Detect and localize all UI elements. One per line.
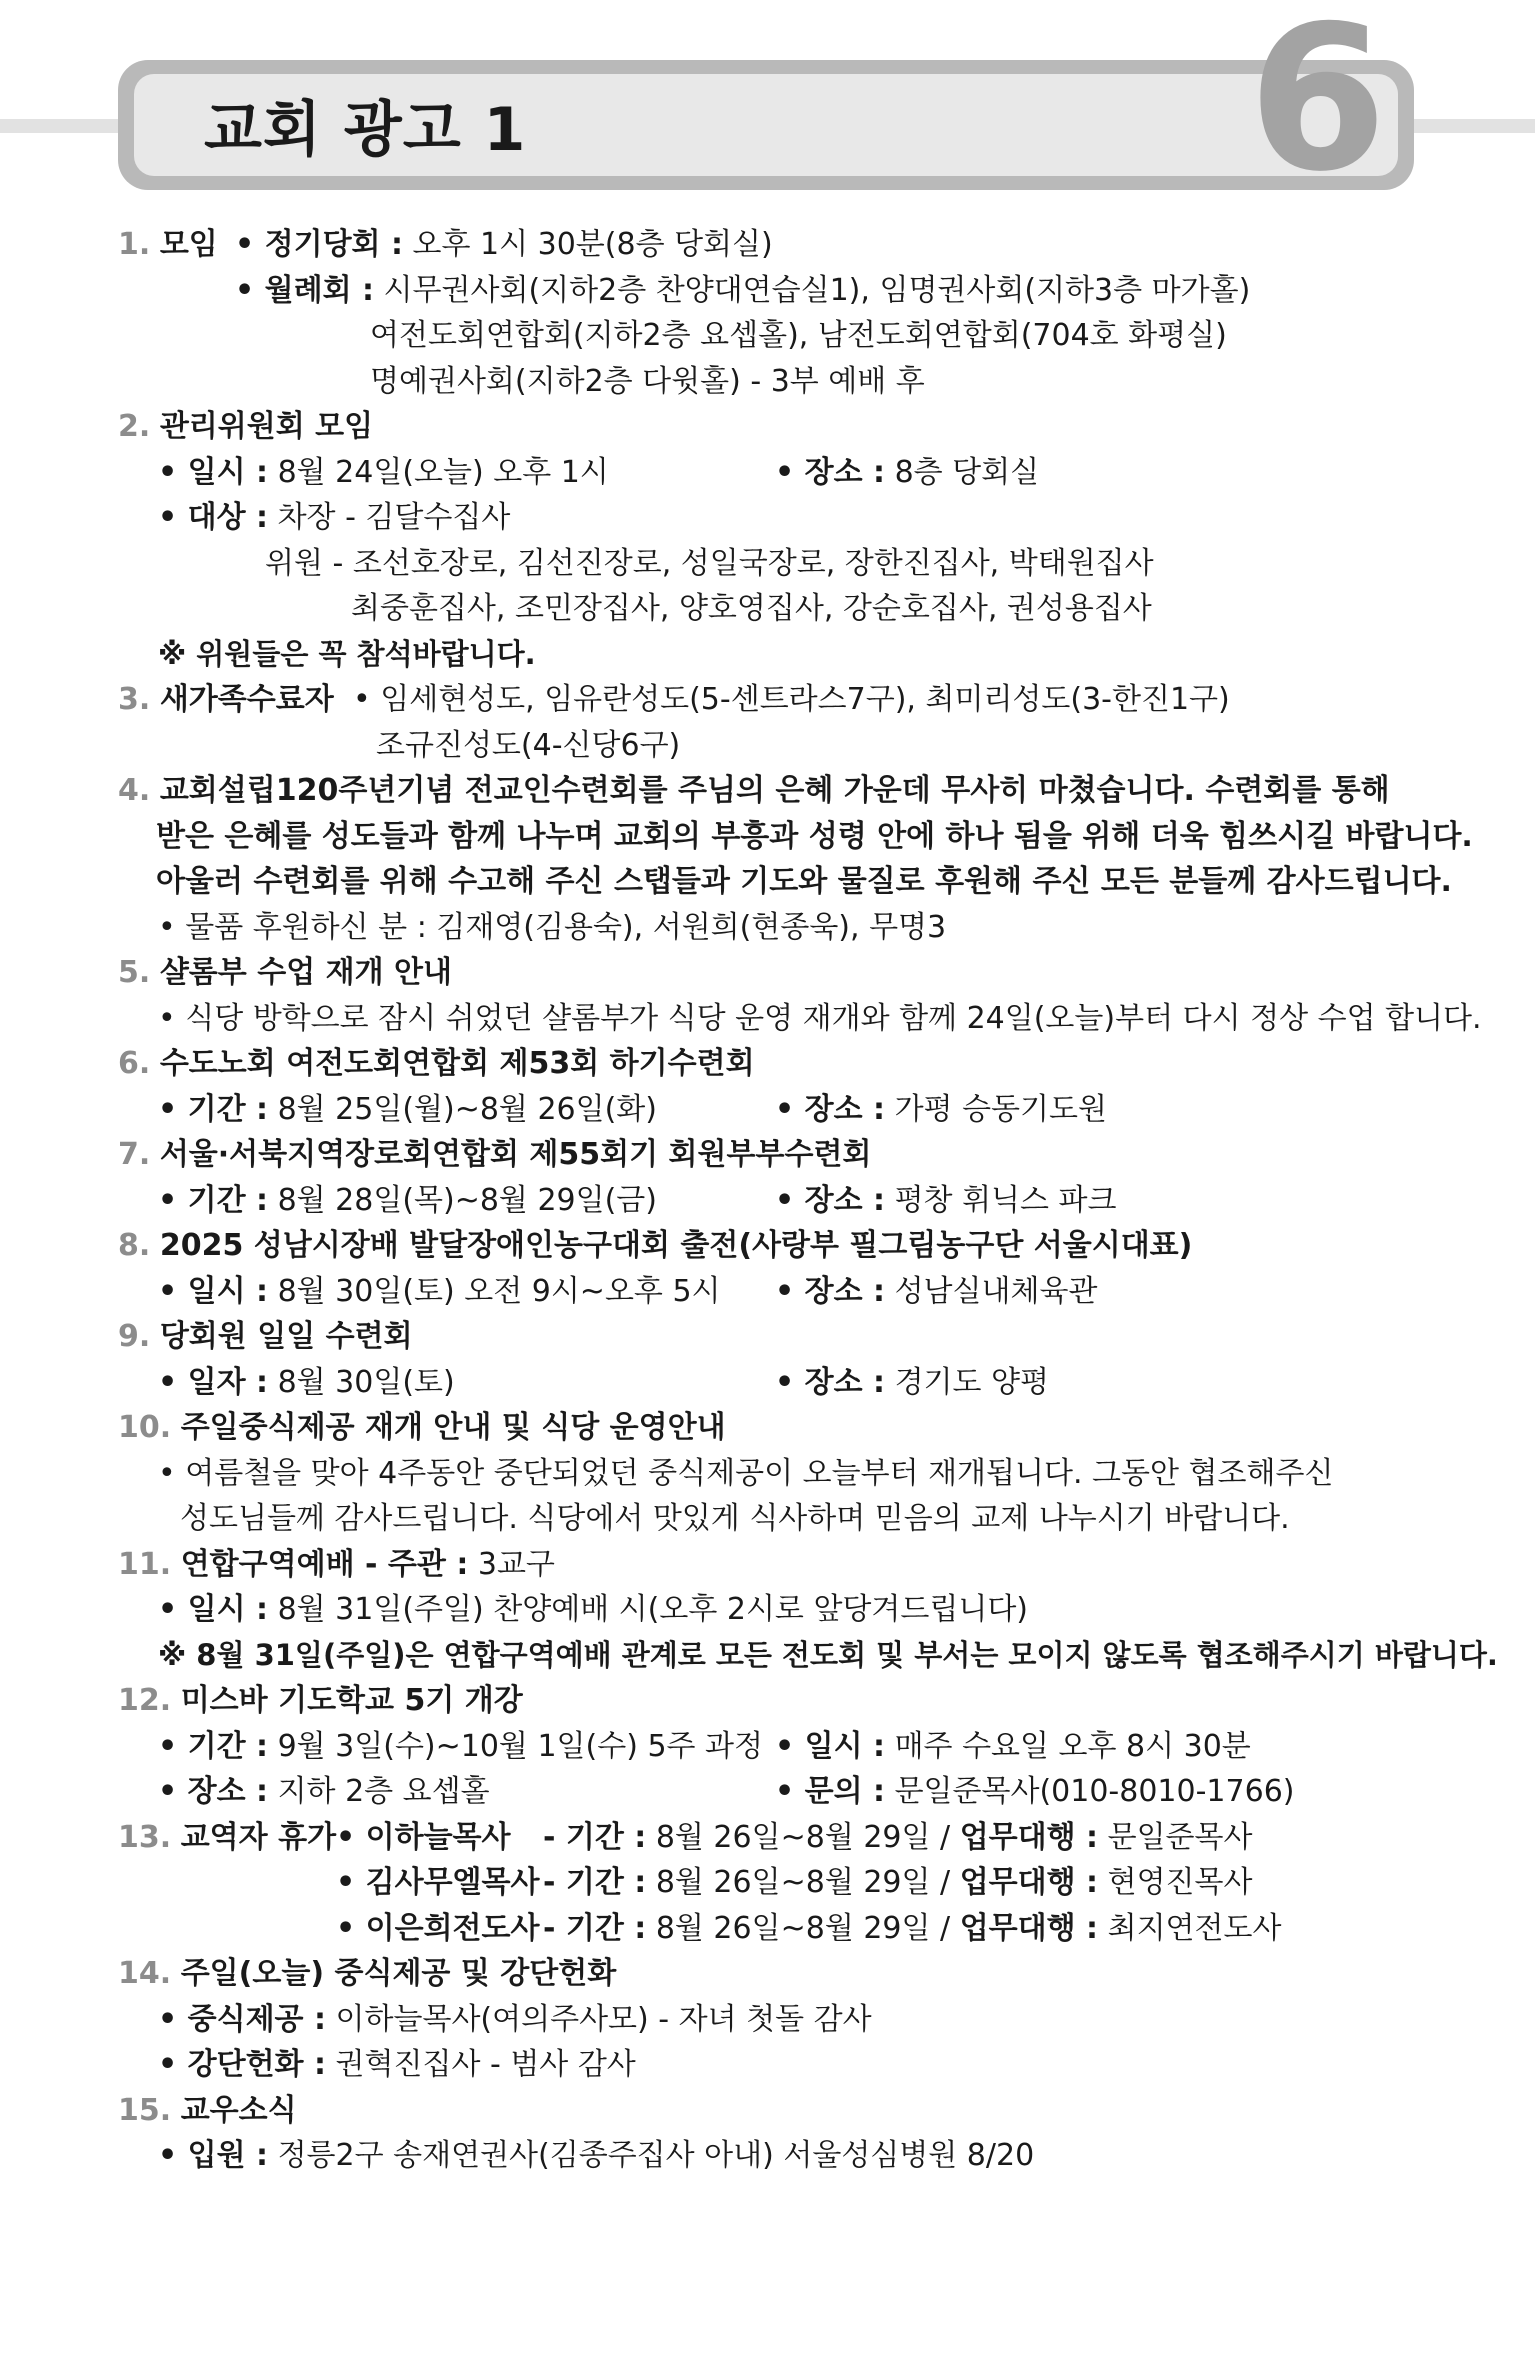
label: • 입원 : xyxy=(158,2138,269,2173)
item-6-details xyxy=(118,1087,1418,1133)
value: 권혁진집사 - 범사 감사 xyxy=(325,2047,636,2082)
item-11-heading xyxy=(118,1542,1418,1588)
item-8-details xyxy=(118,1269,1418,1315)
label: • 강단헌화 : xyxy=(158,2047,326,2082)
item-number: 8. xyxy=(118,1228,151,1263)
item-12-row2 xyxy=(118,1769,1418,1815)
value: 최지연전도사 xyxy=(1098,1910,1282,1946)
staff-name: • 이은희전도사 xyxy=(336,1910,540,1946)
item-11-note xyxy=(118,1633,1498,1679)
value: 지하 2층 요셉홀 xyxy=(268,1774,490,1809)
label: • 정기당회 : xyxy=(235,227,403,262)
item-number: 5. xyxy=(118,955,151,990)
value: 8층 당회실 xyxy=(885,454,1040,490)
item-number: 7. xyxy=(118,1137,151,1172)
item-4-line1 xyxy=(118,768,1418,814)
item-4-donors xyxy=(118,905,1418,951)
label: - 기간 : xyxy=(543,1865,647,1900)
label: • 장소 : xyxy=(775,1364,886,1400)
item-title: 주일중식제공 재개 안내 및 식당 운영안내 xyxy=(180,1410,726,1445)
item-number: 4. xyxy=(118,773,151,808)
value: 명예권사회(지하2층 다윗홀) - 3부 예배 후 xyxy=(370,363,925,399)
item-4-line3 xyxy=(118,859,1452,905)
announcement-list xyxy=(118,222,1498,2179)
item-7-heading xyxy=(118,1132,1418,1178)
label: • 장소 : xyxy=(775,1273,886,1309)
item-8-heading xyxy=(118,1223,1418,1269)
item-14-heading xyxy=(118,1951,1418,1997)
item-title: 미스바 기도학교 5기 개강 xyxy=(180,1683,523,1718)
value: 8월 31일(주일) 찬양예배 시(오후 2시로 앞당겨드립니다) xyxy=(268,1592,1029,1627)
value: • 식당 방학으로 잠시 쉬었던 샬롬부가 식당 운영 재개와 함께 24일(오늘)부터 다시 정상 수업 합니다. xyxy=(158,1000,1482,1036)
item-10-line2 xyxy=(118,1496,1418,1542)
item-10-line1 xyxy=(118,1451,1418,1497)
item-9-heading xyxy=(118,1314,1418,1360)
label: • 일시 : xyxy=(158,1592,269,1627)
header-rule-left xyxy=(0,119,130,133)
value: 경기도 양평 xyxy=(885,1364,1050,1400)
label: • 장소 : xyxy=(775,454,886,490)
item-number: 10. xyxy=(118,1410,172,1445)
label: • 물품 후원하신 분 : xyxy=(158,909,427,945)
item-number: 11. xyxy=(118,1546,172,1582)
item-title: 교우소식 xyxy=(180,2092,297,2128)
value: 여전도회연합회(지하2층 요셉홀), 남전도회연합회(704호 화평실) xyxy=(370,318,1227,353)
item-title: 새가족수료자 xyxy=(159,682,334,717)
item-number: 2. xyxy=(118,409,151,444)
item-11-time xyxy=(118,1587,1418,1633)
item-title: 당회원 일일 수련회 xyxy=(159,1319,413,1354)
item-title: 주일(오늘) 중식제공 및 강단헌화 xyxy=(180,1956,617,1991)
item-2-time-place xyxy=(118,450,1418,496)
value: 8월 26일~8월 29일 / xyxy=(646,1819,951,1855)
item-7-details xyxy=(118,1178,1418,1224)
item-title: 샬롬부 수업 재개 안내 xyxy=(159,955,452,990)
value: 8월 30일(토) 오전 9시~오후 5시 xyxy=(268,1273,721,1309)
page-header xyxy=(118,60,1414,190)
label: • 장소 : xyxy=(158,1774,269,1809)
value: 평창 휘닉스 파크 xyxy=(885,1182,1117,1218)
label: 업무대행 : xyxy=(959,1819,1099,1855)
value: 8월 25일(월)~8월 26일(화) xyxy=(268,1091,657,1127)
staff-name: • 이하늘목사 xyxy=(336,1819,511,1855)
value: 최중훈집사, 조민장집사, 양호영집사, 강순호집사, 권성용집사 xyxy=(351,591,1152,626)
item-6-heading xyxy=(118,1041,1418,1087)
item-number: 12. xyxy=(118,1683,172,1718)
item-10-heading xyxy=(118,1405,1418,1451)
label: 업무대행 : xyxy=(959,1865,1099,1900)
value: 위원 - 조선호장로, 김선진장로, 성일국장로, 장한진집사, 박태원집사 xyxy=(265,545,1154,581)
item-2-note xyxy=(118,632,1418,678)
value: 시무권사회(지하2층 찬양대연습실1), 임명권사회(지하3층 마가홀) xyxy=(374,272,1251,308)
item-number: 13. xyxy=(118,1819,172,1855)
label: • 기간 : xyxy=(158,1182,269,1218)
value: 9월 3일(수)~10월 1일(수) 5주 과정 xyxy=(268,1728,764,1764)
label: - 기간 : xyxy=(543,1819,647,1855)
item-12-row1 xyxy=(118,1724,1418,1770)
item-9-details xyxy=(118,1360,1418,1406)
item-1-monthly-line3 xyxy=(118,359,1418,405)
value: 조규진성도(4-신당6구) xyxy=(376,727,681,763)
label: • 기간 : xyxy=(158,1091,269,1127)
item-title: 모임 xyxy=(159,227,218,262)
item-13-row2 xyxy=(118,1860,1418,1906)
header-panel xyxy=(134,74,1398,176)
item-title: 연합구역예배 - 주관 : xyxy=(180,1546,469,1582)
label: • 월례회 : xyxy=(235,272,375,308)
label: • 일시 : xyxy=(775,1728,886,1764)
value: 문일준목사(010-8010-1766) xyxy=(885,1774,1295,1809)
value: • 여름철을 맞아 4주동안 중단되었던 중식제공이 오늘부터 재개됩니다. 그동안 협조해주신 xyxy=(158,1455,1334,1491)
label: 업무대행 : xyxy=(959,1910,1099,1946)
item-14-meal xyxy=(118,1997,1418,2043)
value: 성도님들께 감사드립니다. 식당에서 맛있게 식사하며 믿음의 교제 나누시기 바랍니다. xyxy=(180,1501,1290,1536)
item-15-heading xyxy=(118,2088,1418,2134)
value: 정릉2구 송재연권사(김종주집사 아내) 서울성심병원 8/20 xyxy=(268,2138,1035,2173)
item-5-line1 xyxy=(118,996,1482,1042)
value: 매주 수요일 오후 8시 30분 xyxy=(885,1728,1251,1764)
value: 현영진목사 xyxy=(1098,1865,1253,1900)
item-number: 14. xyxy=(118,1956,172,1991)
label: • 문의 : xyxy=(775,1774,886,1809)
value: 차장 - 김달수집사 xyxy=(268,500,511,535)
label: • 장소 : xyxy=(775,1182,886,1218)
value: 8월 26일~8월 29일 / xyxy=(646,1910,951,1946)
label: • 장소 : xyxy=(775,1091,886,1127)
value: 3교구 xyxy=(468,1546,555,1582)
value: 문일준목사 xyxy=(1098,1819,1253,1855)
item-1-session-meeting xyxy=(235,222,773,268)
label: • 기간 : xyxy=(158,1728,269,1764)
item-text: 받은 은혜를 성도들과 함께 나누며 교회의 부흥과 성령 안에 하나 됨을 위해 더욱 힘쓰시길 바랍니다. xyxy=(156,818,1473,854)
item-3-line2 xyxy=(118,723,1418,769)
label: • 일시 : xyxy=(158,454,269,490)
label: • 중식제공 : xyxy=(158,2001,326,2037)
item-2-target xyxy=(118,495,1418,541)
item-title: 수도노회 여전도회연합회 제53회 하기수련회 xyxy=(159,1046,755,1081)
value: 8월 24일(오늘) 오후 1시 xyxy=(268,454,609,490)
label: • 일자 : xyxy=(158,1364,269,1400)
note: ※ 8월 31일(주일)은 연합구역예배 관계로 모든 전도회 및 부서는 모이지 않도록 협조해주시기 바랍니다. xyxy=(158,1637,1498,1672)
item-5-heading xyxy=(118,950,1418,996)
page-number: 6 xyxy=(1248,0,1388,216)
page-title: 교회 광고 1 xyxy=(204,95,527,165)
item-13-row1 xyxy=(118,1815,1418,1861)
value: 오후 1시 30분(8층 당회실) xyxy=(402,227,773,262)
note: ※ 위원들은 꼭 참석바랍니다. xyxy=(158,636,536,671)
item-1-monthly xyxy=(118,268,1418,314)
item-2-members-1 xyxy=(118,541,1418,587)
value: • 임세현성도, 임유란성도(5-센트라스7구), 최미리성도(3-한진1구) xyxy=(353,682,1230,717)
item-text: 아울러 수련회를 위해 수고해 주신 스탭들과 기도와 물질로 후원해 주신 모든 분들께 감사드립니다. xyxy=(156,864,1452,899)
value: 이하늘목사(여의주사모) - 자녀 첫돌 감사 xyxy=(325,2001,872,2037)
item-14-flower xyxy=(118,2042,1418,2088)
value: 성남실내체육관 xyxy=(885,1273,1098,1309)
item-title: 관리위원회 모임 xyxy=(159,409,374,444)
label: - 기간 : xyxy=(543,1910,647,1946)
item-title: 2025 성남시장배 발달장애인농구대회 출전(사랑부 필그림농구단 서울시대표) xyxy=(159,1228,1193,1263)
label: • 대상 : xyxy=(158,500,269,535)
item-4-line2 xyxy=(118,814,1473,860)
label: • 일시 : xyxy=(158,1273,269,1309)
staff-name: • 김사무엘목사 xyxy=(336,1865,540,1900)
item-title: 서울·서북지역장로회연합회 제55회기 회원부부수련회 xyxy=(159,1137,872,1172)
value: 가평 승동기도원 xyxy=(885,1091,1107,1127)
value: 8월 28일(목)~8월 29일(금) xyxy=(268,1182,657,1218)
item-title: 교역자 휴가 xyxy=(180,1819,337,1855)
value: 8월 26일~8월 29일 / xyxy=(646,1865,951,1900)
item-text: 교회설립120주년기념 전교인수련회를 주님의 은혜 가운데 무사히 마쳤습니다. 수련회를 통해 xyxy=(159,773,1390,808)
value: 김재영(김용숙), 서원희(현종욱), 무명3 xyxy=(426,909,947,945)
item-number: 9. xyxy=(118,1319,151,1354)
item-13-row3 xyxy=(118,1906,1418,1952)
item-2-heading xyxy=(118,404,1418,450)
item-15-hospital xyxy=(118,2133,1418,2179)
item-1-monthly-line2 xyxy=(118,313,1418,359)
item-number: 15. xyxy=(118,2092,172,2128)
value: 8월 30일(토) xyxy=(268,1364,455,1400)
item-number: 3. xyxy=(118,682,151,717)
item-number: 6. xyxy=(118,1046,151,1081)
item-1-heading xyxy=(118,222,1418,268)
item-number: 1. xyxy=(118,227,151,262)
item-3-heading xyxy=(118,677,1418,723)
item-2-members-2 xyxy=(118,586,1418,632)
item-12-heading xyxy=(118,1678,1418,1724)
